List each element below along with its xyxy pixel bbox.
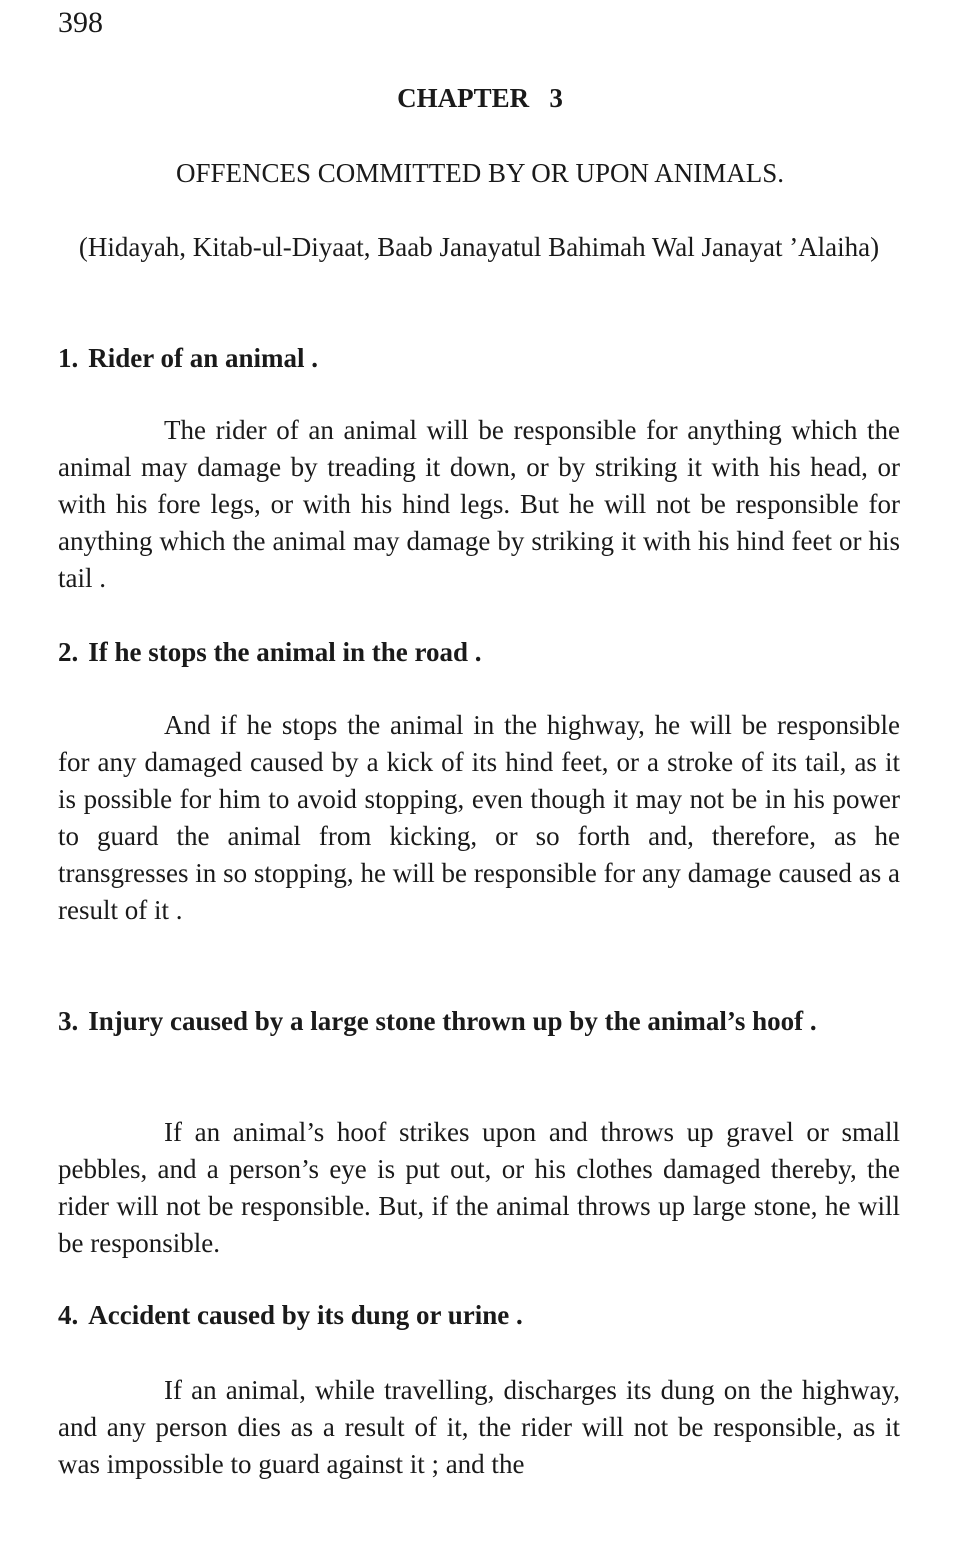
section-heading-text: Rider of an animal .	[88, 343, 319, 373]
section-body-4: If an animal, while travelling, discharges its dung on the highway, and any person dies as a result of it, the rider will not be responsible, as it was impossible to guard against it ; and the	[58, 1375, 900, 1479]
section-heading-4	[58, 1297, 900, 1334]
section-number: 3.	[58, 1006, 79, 1036]
section-heading-text: Accident caused by its dung or urine .	[88, 1300, 523, 1330]
section-heading-1	[58, 340, 900, 377]
section-body-1: The rider of an animal will be responsible for anything which the animal may damage by treading it down, or by striking it with his head, or with his fore legs, or with his hind legs. But he will not be responsible for anything which the animal may damage by striking it with his hind feet or his tail .	[58, 415, 900, 593]
chapter-title: CHAPTER 3	[397, 83, 563, 113]
page-number: 398	[58, 6, 103, 39]
section-body-2: And if he stops the animal in the highway, he will be responsible for any damaged caused by a kick of its hind feet, or a stroke of its tail, as it is possible for him to avoid stopping, even though it may not be in his power to guard the animal from kicking, or so forth and, therefore, as he transgresses in so stopping, he will be responsible for any damage caused as a result of it .	[58, 710, 900, 925]
section-heading-text: Injury caused by a large stone thrown up by the animal’s hoof .	[88, 1006, 817, 1036]
section-body-3: If an animal’s hoof strikes upon and throws up gravel or small pebbles, and a person’s eye is put out, or his clothes damaged thereby, the rider will not be responsible. But, if the animal throws up large stone, he will be responsible.	[58, 1117, 900, 1258]
section-number: 4.	[58, 1300, 79, 1330]
section-number: 1.	[58, 343, 79, 373]
section-heading-text: If he stops the animal in the road .	[88, 637, 482, 667]
section-heading-2	[58, 634, 900, 671]
section-number: 2.	[58, 637, 79, 667]
section-heading-3	[58, 1003, 900, 1040]
source-reference: (Hidayah, Kitab-ul-Diyaat, Baab Janayatul Bahimah Wal Janayat ’Alaiha)	[78, 232, 880, 262]
chapter-subtitle: OFFENCES COMMITTED BY OR UPON ANIMALS.	[175, 158, 785, 188]
